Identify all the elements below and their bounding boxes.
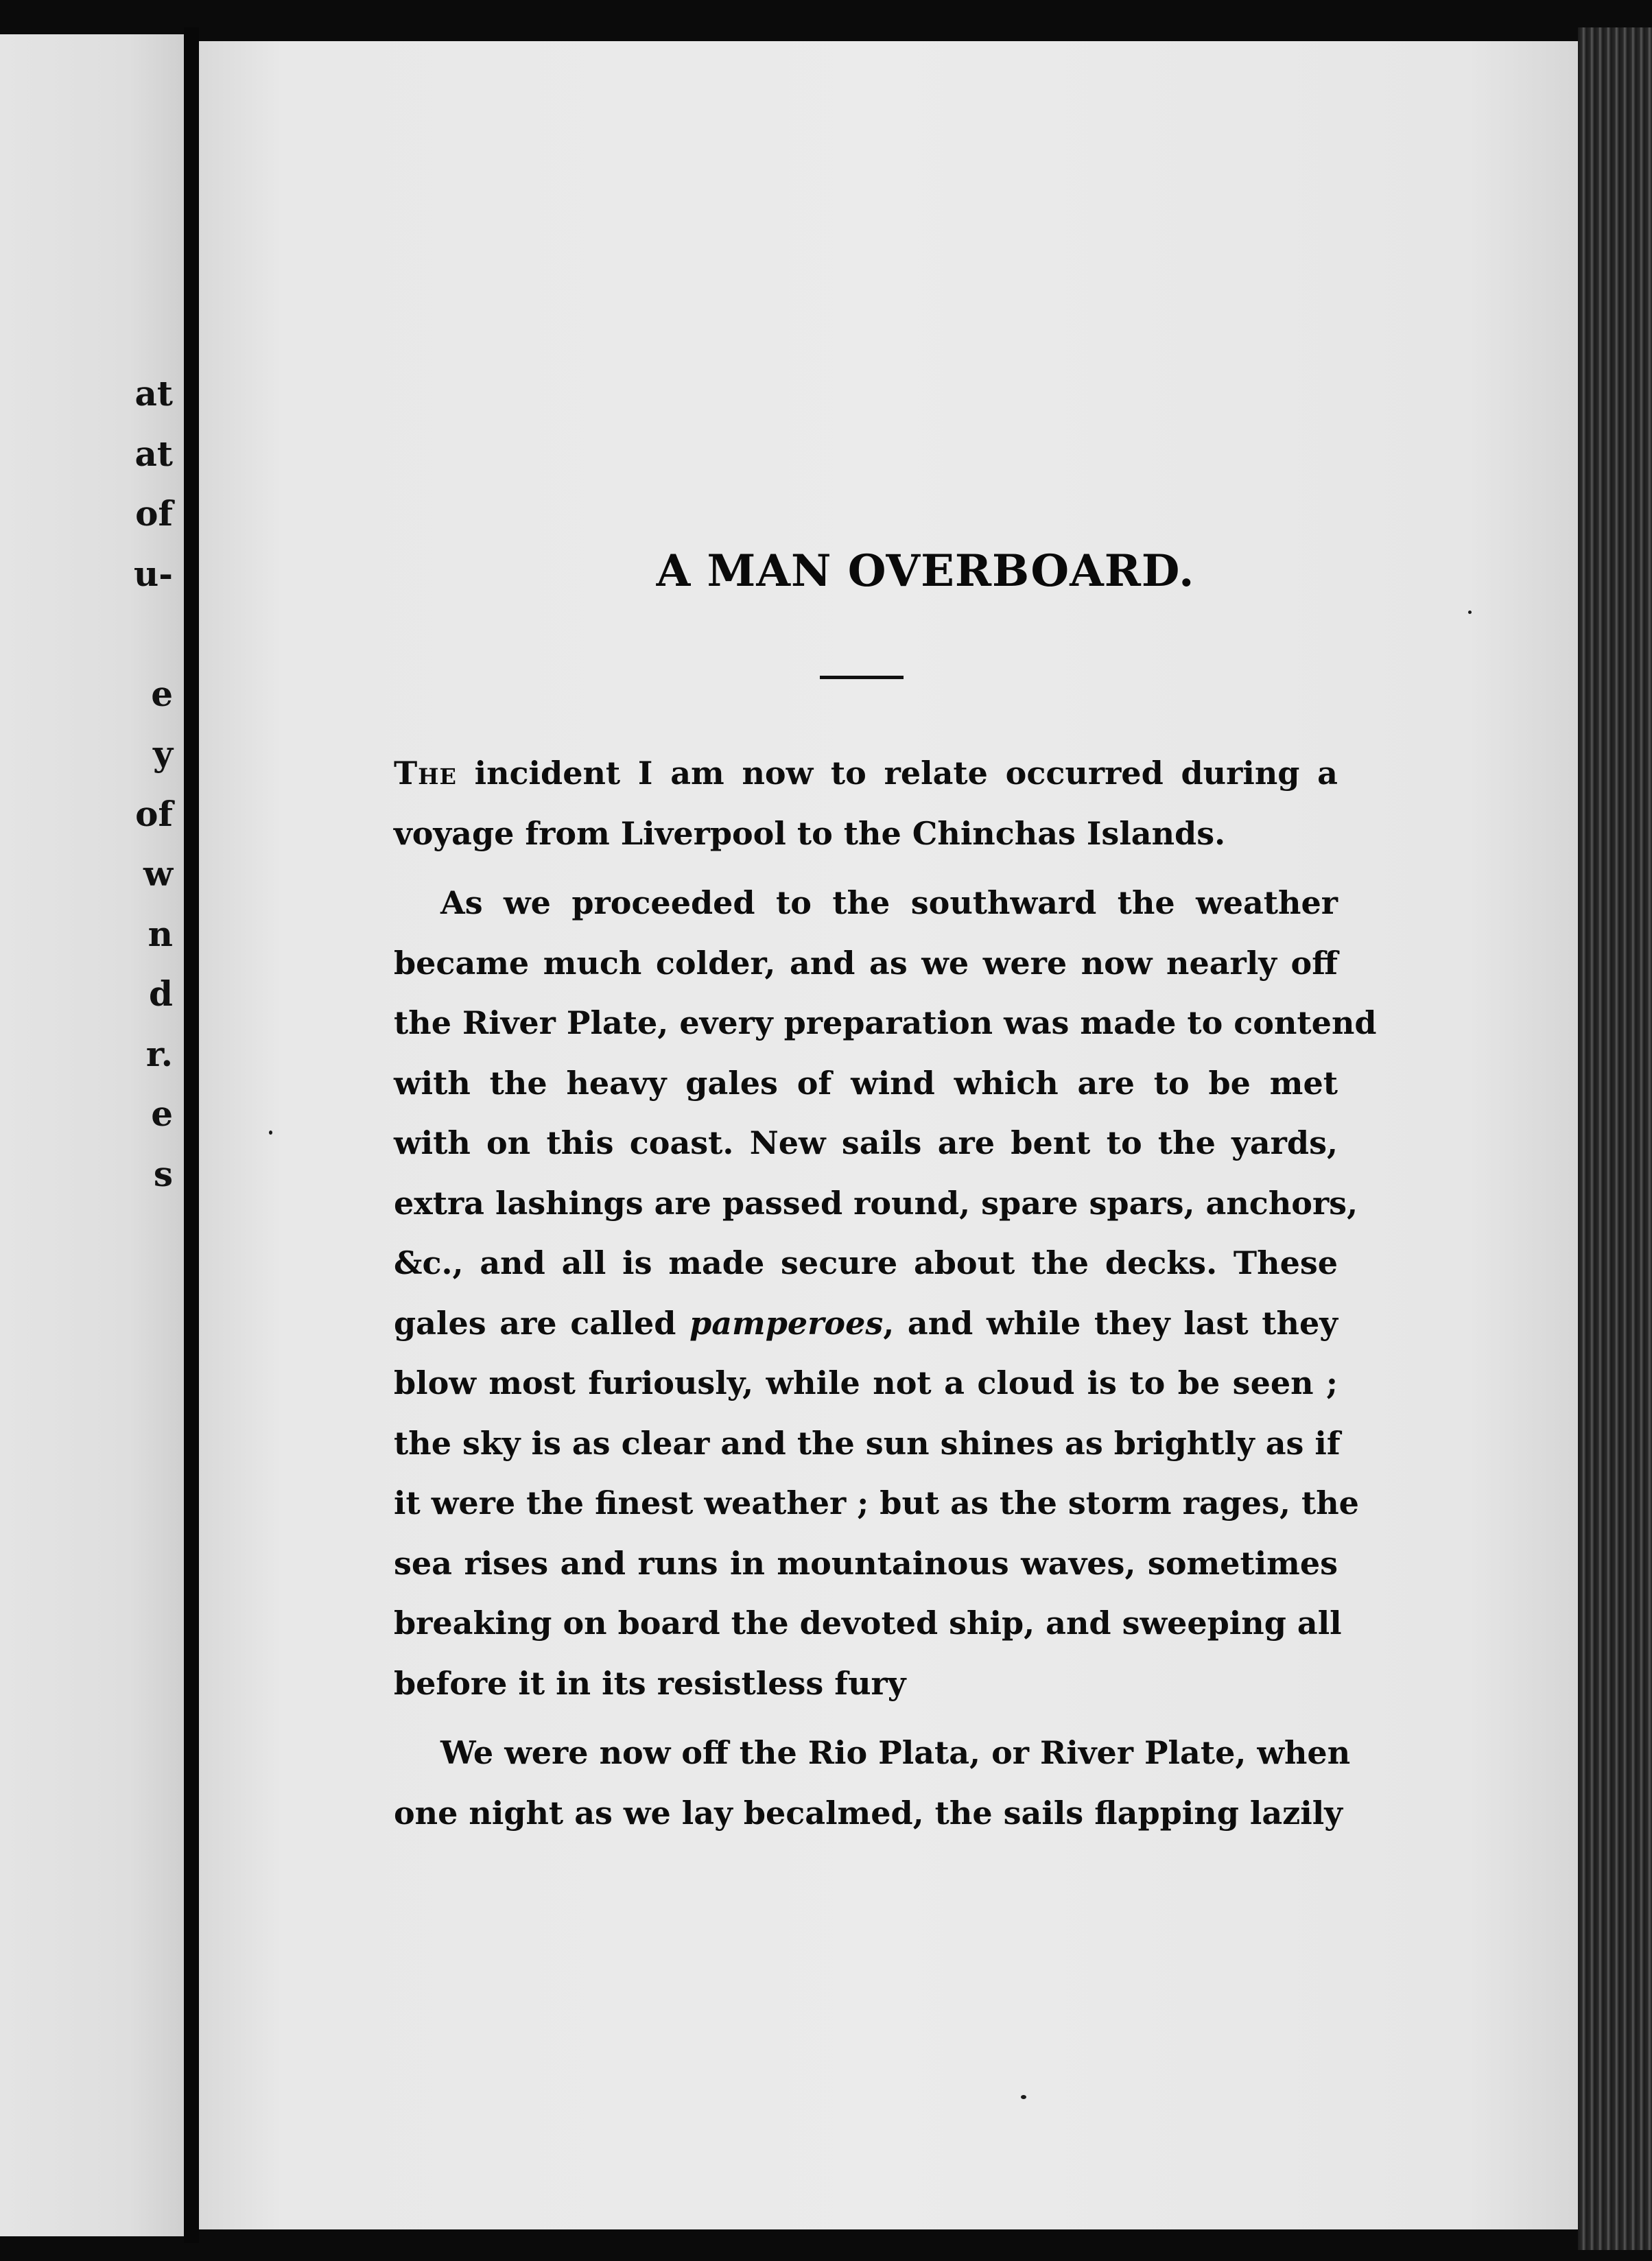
text-line: As we proceeded to the southward the weather [440, 884, 1338, 921]
text-line: sea rises and runs in mountainous waves, sometimes [394, 1544, 1338, 1582]
ink-speck [269, 1130, 272, 1135]
fragment: at [134, 373, 173, 414]
fragment: u- [133, 553, 173, 594]
text-line [394, 1294, 1338, 1354]
text-line: breaking on board the devoted ship, and sweeping all [394, 1605, 1342, 1642]
text-line: became much colder, and as we were now nearly off [394, 944, 1338, 982]
text-line: We were now off the Rio Plata, or River Plate, when [440, 1734, 1351, 1771]
text-line: it were the finest weather ; but as the storm rages, the [394, 1484, 1359, 1522]
italic-word: pamperoes [689, 1304, 884, 1342]
body-text [394, 744, 1377, 1843]
line-text: , and while they last they [883, 1304, 1338, 1342]
ink-speck [1021, 2095, 1026, 2099]
fragment: of [135, 793, 173, 834]
line-text: gales are called [394, 1304, 690, 1342]
text-line: voyage from Liverpool to the Chinchas Islands. [394, 814, 1226, 852]
ink-speck [1468, 611, 1472, 614]
fragment: d [149, 973, 173, 1014]
text-line: &c., and all is made secure about the decks. These [394, 1244, 1338, 1281]
fragment: at [134, 433, 173, 474]
previous-page-fragments [134, 364, 173, 1204]
page-stack-edge [1578, 27, 1652, 2250]
fragment: y [152, 733, 173, 774]
fragment: e [151, 673, 173, 714]
line-text: incident I am now to relate occurred during a [456, 755, 1338, 792]
fragment: e [151, 1093, 173, 1134]
text-line: before it in its resistless fury [394, 1664, 906, 1702]
text-line: extra lashings are passed round, spare spars, anchors, [394, 1184, 1358, 1222]
chapter-title: A MAN OVERBOARD. [656, 545, 1195, 597]
lead-word: The [394, 755, 457, 792]
previous-page-edge [0, 34, 184, 2236]
fragment: n [148, 913, 173, 954]
fragment: s [153, 1153, 173, 1194]
fragment: w [143, 853, 173, 894]
title-rule [820, 676, 904, 679]
fragment: of [135, 493, 173, 534]
fragment [134, 604, 173, 664]
text-line: the River Plate, every preparation was made to contend [394, 1004, 1377, 1041]
book-gutter [184, 27, 199, 2243]
fragment: r. [145, 1033, 173, 1074]
text-line: the sky is as clear and the sun shines as brightly as if [394, 1424, 1341, 1462]
text-line: one night as we lay becalmed, the sails flapping lazily [394, 1794, 1343, 1832]
text-line [394, 744, 1338, 804]
text-line: with on this coast. New sails are bent to the yards, [394, 1124, 1338, 1161]
text-line: with the heavy gales of wind which are to be met [394, 1064, 1338, 1102]
text-line: blow most furiously, while not a cloud is to be seen ; [394, 1364, 1338, 1401]
